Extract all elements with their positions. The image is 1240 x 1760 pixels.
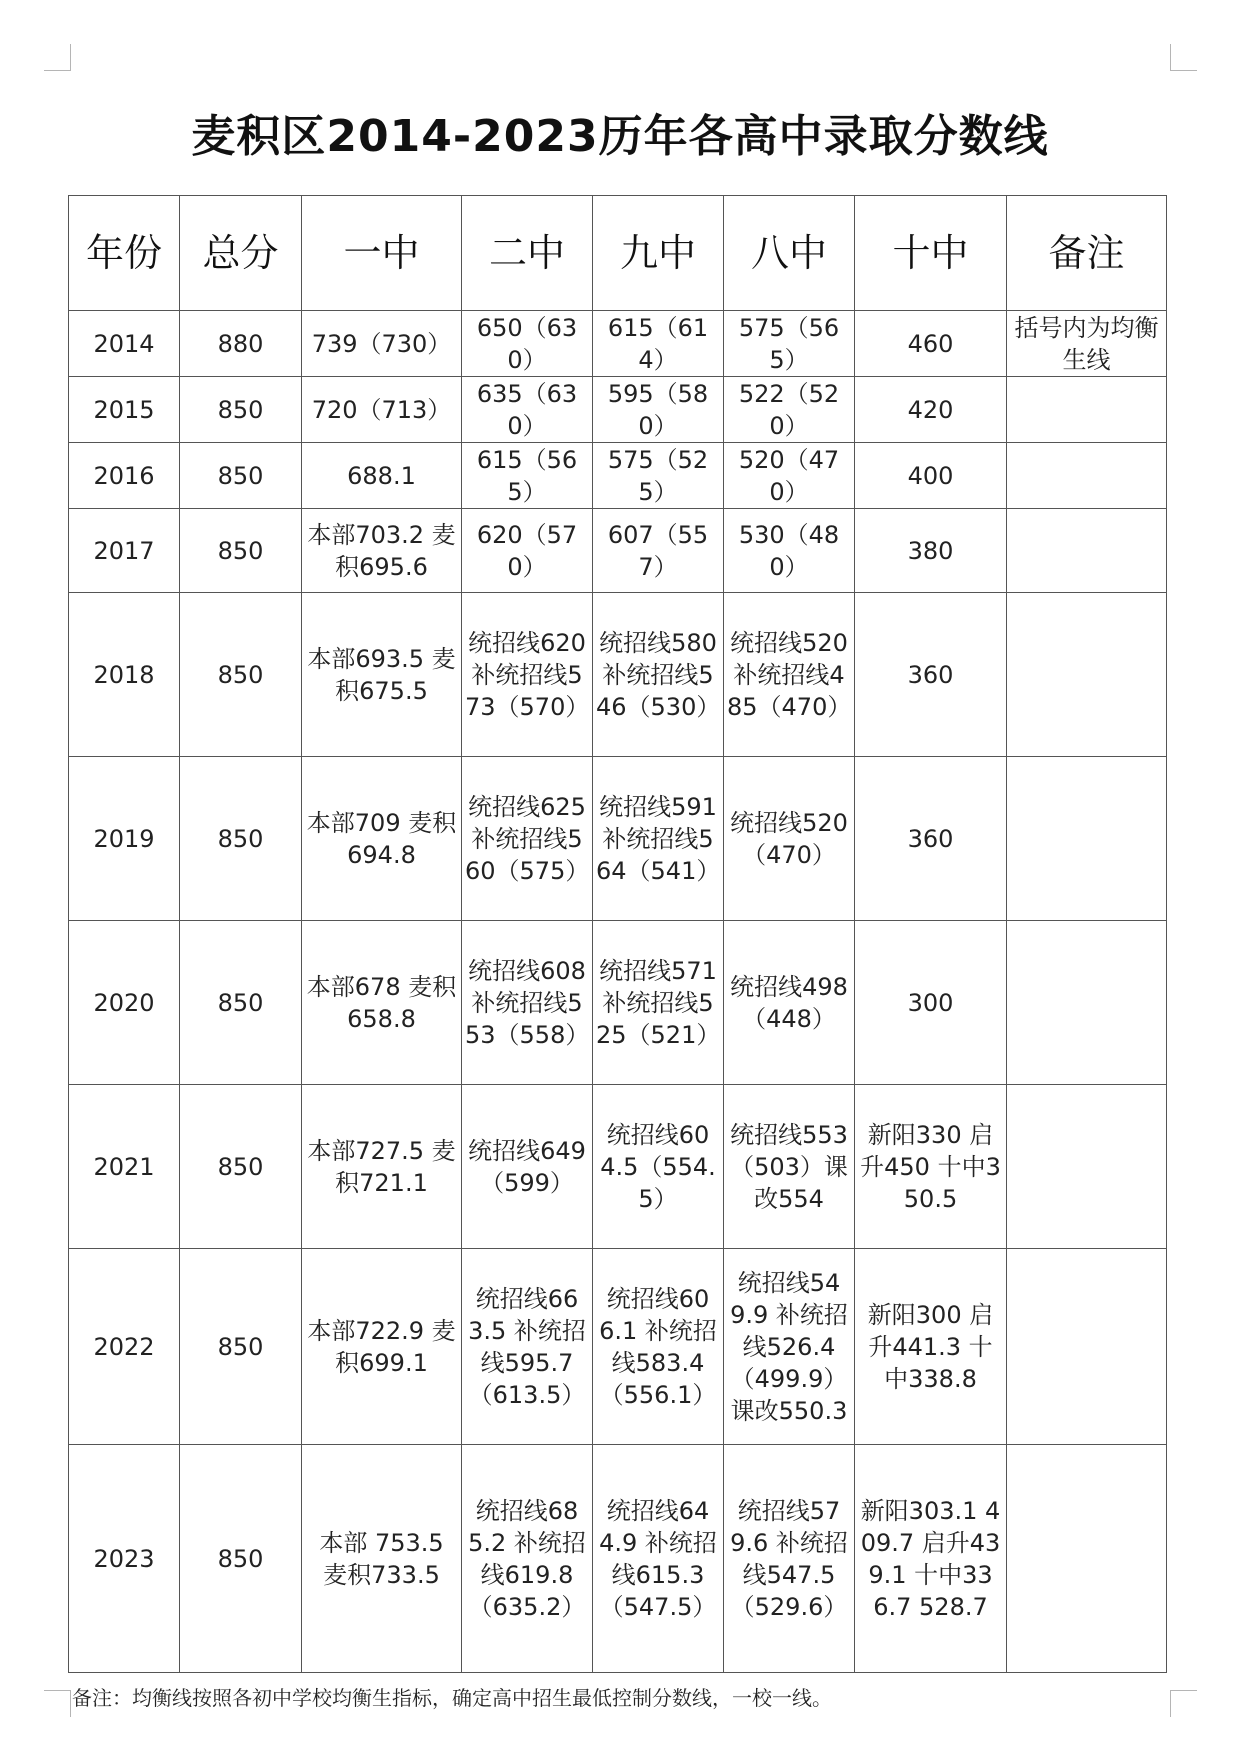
cell-erzhong: 统招线608 补统招线553（558） <box>462 921 593 1085</box>
table-row <box>69 509 1167 593</box>
cell-bazhong: 统招线520 补统招线485（470） <box>724 593 855 757</box>
cell-yizhong: 739（730） <box>302 311 462 377</box>
cell-erzhong: 统招线625 补统招线560（575） <box>462 757 593 921</box>
cell-bazhong: 530（480） <box>724 509 855 593</box>
cell-erzhong: 统招线663.5 补统招线595.7（613.5） <box>462 1249 593 1445</box>
cell-year: 2015 <box>69 377 180 443</box>
cell-note <box>1007 1085 1167 1249</box>
cell-yizhong: 本部703.2 麦积695.6 <box>302 509 462 593</box>
cell-yizhong: 688.1 <box>302 443 462 509</box>
cell-yizhong: 本部678 麦积658.8 <box>302 921 462 1085</box>
cell-total: 850 <box>180 1249 302 1445</box>
cell-note: 括号内为均衡生线 <box>1007 311 1167 377</box>
cell-total: 850 <box>180 757 302 921</box>
cell-total: 850 <box>180 593 302 757</box>
header-total: 总分 <box>180 196 302 311</box>
cell-shizhong: 新阳300 启升441.3 十中338.8 <box>855 1249 1007 1445</box>
score-table <box>68 195 1167 1673</box>
cell-jiuzhong: 统招线606.1 补统招线583.4（556.1） <box>593 1249 724 1445</box>
cell-bazhong: 575（565） <box>724 311 855 377</box>
table-row <box>69 1445 1167 1673</box>
cell-shizhong: 300 <box>855 921 1007 1085</box>
table-row <box>69 921 1167 1085</box>
cell-total: 850 <box>180 443 302 509</box>
cell-bazhong: 统招线520（470） <box>724 757 855 921</box>
cell-year: 2022 <box>69 1249 180 1445</box>
cell-erzhong: 620（570） <box>462 509 593 593</box>
header-note: 备注 <box>1007 196 1167 311</box>
cell-yizhong: 本部 753.5 麦积733.5 <box>302 1445 462 1673</box>
cell-note <box>1007 593 1167 757</box>
cell-total: 850 <box>180 1445 302 1673</box>
crop-mark-bottom-left <box>44 1690 71 1717</box>
cell-jiuzhong: 统招线580 补统招线546（530） <box>593 593 724 757</box>
table-row <box>69 311 1167 377</box>
header-yizhong: 一中 <box>302 196 462 311</box>
cell-bazhong: 统招线579.6 补统招线547.5（529.6） <box>724 1445 855 1673</box>
footnote: 备注：均衡线按照各初中学校均衡生指标，确定高中招生最低控制分数线，一校一线。 <box>72 1686 832 1710</box>
cell-shizhong: 360 <box>855 757 1007 921</box>
cell-bazhong: 520（470） <box>724 443 855 509</box>
cell-bazhong: 统招线549.9 补统招线526.4（499.9）课改550.3 <box>724 1249 855 1445</box>
table-row <box>69 593 1167 757</box>
table-row <box>69 443 1167 509</box>
header-year: 年份 <box>69 196 180 311</box>
cell-year: 2016 <box>69 443 180 509</box>
cell-bazhong: 统招线498（448） <box>724 921 855 1085</box>
table-row <box>69 1085 1167 1249</box>
cell-shizhong: 新阳330 启升450 十中350.5 <box>855 1085 1007 1249</box>
cell-shizhong: 360 <box>855 593 1007 757</box>
table-row <box>69 757 1167 921</box>
cell-erzhong: 统招线620 补统招线573（570） <box>462 593 593 757</box>
header-erzhong: 二中 <box>462 196 593 311</box>
cell-yizhong: 720（713） <box>302 377 462 443</box>
cell-note <box>1007 509 1167 593</box>
cell-jiuzhong: 615（614） <box>593 311 724 377</box>
cell-note <box>1007 1249 1167 1445</box>
cell-total: 880 <box>180 311 302 377</box>
cell-shizhong: 420 <box>855 377 1007 443</box>
cell-yizhong: 本部709 麦积694.8 <box>302 757 462 921</box>
crop-mark-bottom-right <box>1170 1690 1197 1717</box>
table-header-row <box>69 196 1167 311</box>
cell-erzhong: 统招线649（599） <box>462 1085 593 1249</box>
cell-erzhong: 635（630） <box>462 377 593 443</box>
cell-note <box>1007 921 1167 1085</box>
cell-year: 2018 <box>69 593 180 757</box>
table-row <box>69 1249 1167 1445</box>
cell-total: 850 <box>180 921 302 1085</box>
cell-shizhong: 380 <box>855 509 1007 593</box>
cell-shizhong: 400 <box>855 443 1007 509</box>
cell-year: 2017 <box>69 509 180 593</box>
cell-bazhong: 522（520） <box>724 377 855 443</box>
cell-shizhong: 460 <box>855 311 1007 377</box>
cell-yizhong: 本部722.9 麦积699.1 <box>302 1249 462 1445</box>
cell-jiuzhong: 607（557） <box>593 509 724 593</box>
cell-note <box>1007 377 1167 443</box>
cell-jiuzhong: 575（525） <box>593 443 724 509</box>
cell-yizhong: 本部693.5 麦积675.5 <box>302 593 462 757</box>
cell-erzhong: 650（630） <box>462 311 593 377</box>
header-jiuzhong: 九中 <box>593 196 724 311</box>
cell-jiuzhong: 统招线644.9 补统招线615.3（547.5） <box>593 1445 724 1673</box>
cell-year: 2020 <box>69 921 180 1085</box>
cell-jiuzhong: 595（580） <box>593 377 724 443</box>
cell-jiuzhong: 统招线604.5（554.5） <box>593 1085 724 1249</box>
cell-jiuzhong: 统招线571 补统招线525（521） <box>593 921 724 1085</box>
cell-total: 850 <box>180 377 302 443</box>
cell-erzhong: 615（565） <box>462 443 593 509</box>
cell-year: 2019 <box>69 757 180 921</box>
cell-yizhong: 本部727.5 麦积721.1 <box>302 1085 462 1249</box>
cell-year: 2023 <box>69 1445 180 1673</box>
cell-total: 850 <box>180 1085 302 1249</box>
header-bazhong: 八中 <box>724 196 855 311</box>
document-title: 麦积区2014-2023历年各高中录取分数线 <box>191 111 1049 162</box>
cell-note <box>1007 1445 1167 1673</box>
cell-jiuzhong: 统招线591 补统招线564（541） <box>593 757 724 921</box>
crop-mark-top-left <box>44 44 71 71</box>
header-shizhong: 十中 <box>855 196 1007 311</box>
cell-year: 2014 <box>69 311 180 377</box>
cell-year: 2021 <box>69 1085 180 1249</box>
cell-shizhong: 新阳303.1 409.7 启升439.1 十中336.7 528.7 <box>855 1445 1007 1673</box>
cell-note <box>1007 757 1167 921</box>
cell-total: 850 <box>180 509 302 593</box>
cell-erzhong: 统招线685.2 补统招线619.8（635.2） <box>462 1445 593 1673</box>
table-row <box>69 377 1167 443</box>
cell-note <box>1007 443 1167 509</box>
cell-bazhong: 统招线553（503）课改554 <box>724 1085 855 1249</box>
crop-mark-top-right <box>1170 44 1197 71</box>
